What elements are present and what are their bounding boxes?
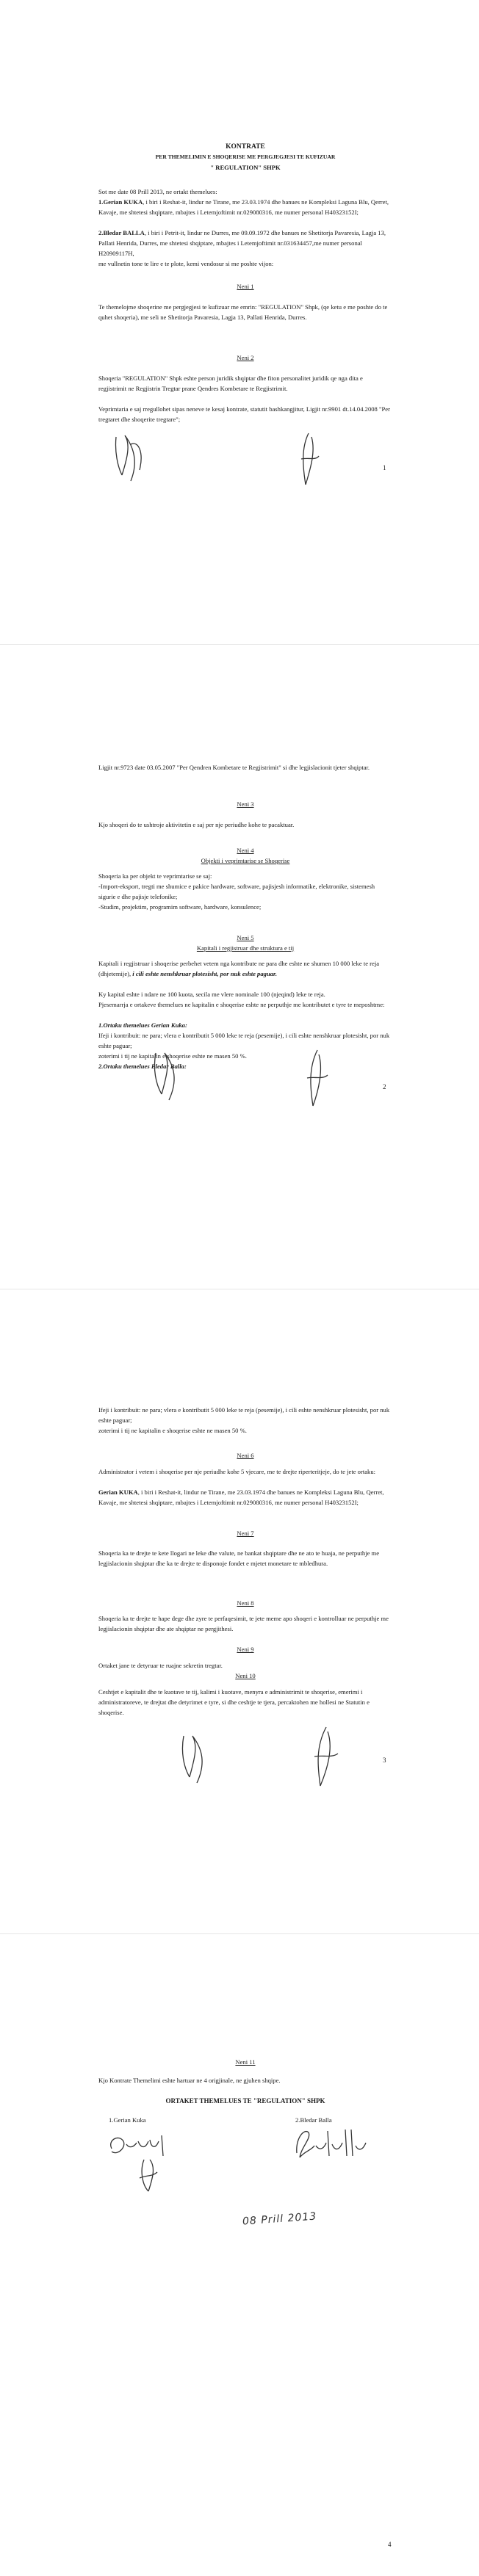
contract-subtitle: PER THEMELIMIN E SHOQERISE ME PERGJEGJESI TE KUFIZUAR bbox=[155, 153, 336, 160]
capital-status-text: i cili eshte nenshkruar plotesisht, por nuk eshte paguar. bbox=[132, 970, 278, 977]
handwritten-date: 08 Prill 2013 bbox=[242, 2210, 317, 2228]
article-3-text: Kjo shoqeri do te ushtroje aktivitetin e saj per nje periudhe kohe te pacaktuar. bbox=[98, 821, 295, 828]
signer-1-name: 1.Gerian Kuka bbox=[109, 2116, 146, 2124]
partner-1-heading: 1.Ortaku themelues Gerian Kuka: bbox=[98, 1021, 187, 1029]
party-2-details: , i biri i Petrit-it, lindur ne Durres, me 09.09.1972 dhe banues ne Shetitorja Pavaresia, Lagja 13, Pallati Henrida, Durres, me shtetesi shqiptare, mbajtes i Letemjoftimit nr.031634457,me numer personal H20909117H, bbox=[98, 229, 386, 257]
page-3-continuation-1: Ifeji i kontribuit: ne para; vlera e kontributit 5 000 leke te reja (pesemije), i cili eshte nenshkruar plotesisht, por nuk eshte paguar; bbox=[98, 1406, 390, 1424]
article-2-text-1: Shoqeria "REGULATION" Shpk eshte person juridik shqiptar dhe fiton personalitet juridik qe nga dita e regjistrimit ne Regjistrin Tregtar prane Qendres Kombetare te Regjistrimit. bbox=[98, 375, 363, 392]
signature-gerian-page-2 bbox=[147, 1047, 191, 1102]
article-10-text: Ceshtjet e kapitalit dhe te kuotave te tij, kalimi i kuotave, menyra e administrimit te shoqerise, emerimi i administratoreve, te drejtat dhe detyrimet e tyre, si dhe ceshtje te tjera, percaktohen me hollesi ne Statutin e shoqerise. bbox=[98, 1688, 370, 1716]
page-number-4: 4 bbox=[388, 2541, 392, 2548]
page-2-continuation: Ligjit nr.9723 date 03.05.2007 "Per Qendren Kombetare te Regjistrimit" si dhe legjislacionit tjeter shqiptar. bbox=[98, 764, 370, 771]
article-8-text: Shoqeria ka te drejte te hape dege dhe zyre te perfaqesimit, te jete meme apo shoqeri e kontrolluar ne perputhje me legjislacionin shqiptar dhe ate shqiptar ne pergjithesi. bbox=[98, 1615, 389, 1632]
signature-bledar-final bbox=[289, 2124, 370, 2168]
party-close: me vullnetin tone te lire e te plote, kemi vendosur si me poshte vijon: bbox=[98, 260, 274, 267]
page-3 bbox=[0, 1289, 479, 1933]
article-4-line-3: -Studim, projektim, programim software, hardware, konsulence; bbox=[98, 903, 262, 911]
signature-bledar-page-2 bbox=[301, 1047, 331, 1110]
admin-name: Gerian KUKA bbox=[98, 1488, 138, 1496]
article-9-text: Ortaket jane te detyruar te ruajne sekretin tregtar. bbox=[98, 1662, 223, 1669]
article-4-subtitle: Objekti i veprimtarise se Shoqerise bbox=[201, 857, 290, 864]
article-5-subtitle: Kapitali i regjistruar dhe struktura e tij bbox=[196, 944, 295, 952]
page-1 bbox=[0, 0, 479, 644]
founders-heading: ORTAKET THEMELUES TE "REGULATION" SHPK bbox=[165, 2097, 325, 2105]
party-1 bbox=[98, 197, 392, 217]
article-2-title: Neni 2 bbox=[237, 354, 254, 361]
article-10-title: Neni 10 bbox=[235, 1672, 256, 1679]
partner-2-heading: 2.Ortaku themelues Bledar Balla: bbox=[98, 1063, 187, 1070]
signature-bledar-page-3 bbox=[309, 1724, 342, 1790]
article-2-text-2: Veprimtaria e saj rregullohet sipas neneve te kesaj kontrate, statutit bashkangjitur, Ligjit nr.9901 dt.14.04.2008 "Per tregtaret dhe shoqerite tregtare"; bbox=[98, 405, 390, 423]
article-5-text-3: Pjesemarrja e ortakeve themelues ne kapitalin e shoqerise eshte ne perputhje me kontributet e tyre te meposhtme: bbox=[98, 1001, 385, 1008]
article-5-text-2: Ky kapital eshte i ndare ne 100 kuota, secila me vlere nominale 100 (njeqind) leke te reja. bbox=[98, 991, 325, 998]
intro-line: Sot me date 08 Prill 2013, ne ortakt themelues: bbox=[98, 188, 217, 195]
article-7-text: Shoqeria ka te drejte te kete llogari ne leke dhe valute, ne bankat shqiptare dhe ne ato te huaja, ne perputhje me legjislacionin shqiptar dhe ka te drejte te disponoje fondet e mjetet monetare te mbledhura. bbox=[98, 1549, 380, 1567]
article-6-text: Administrator i vetem i shoqerise per nje periudhe kohe 5 vjecare, me te drejte riperteritjeje, do te jete ortaku: bbox=[98, 1468, 376, 1475]
article-5-title: Neni 5 bbox=[237, 934, 254, 941]
admin-details: , i biri i Reshat-it, lindur ne Tirane, me 23.03.1974 dhe banues ne Kompleksi Laguna Blu, Qerret, Kavaje, me shtetesi shqiptare, mbajtes i Letemjoftimit nr.029080316, me numer personal H40323152I; bbox=[98, 1488, 384, 1506]
article-5-text-1 bbox=[98, 958, 392, 979]
party-1-name: 1.Gerian KUKA bbox=[98, 198, 143, 206]
page-3-continuation-2: zoterimi i tij ne kapitalin e shoqerise eshte ne masen 50 %. bbox=[98, 1427, 247, 1434]
article-7-title: Neni 7 bbox=[237, 1530, 254, 1537]
contract-title: KONTRATE bbox=[226, 143, 265, 151]
page-4 bbox=[0, 1934, 479, 2576]
partner-1-share: zoterimi i tij ne kapitalin e shoqerise eshte ne masen 50 %. bbox=[98, 1052, 247, 1060]
page-2 bbox=[0, 645, 479, 1289]
article-4-line-2: -Import-eksport, tregti me shumice e pakice hardware, software, pajisjesh informatike, elektronike, sistemesh sigurie e dhe pajisje telefonike; bbox=[98, 883, 375, 900]
page-number-3: 3 bbox=[383, 1756, 386, 1764]
article-1-text: Te themelojme shoqerine me pergjegjesi te kufizuar me emrin: "REGULATION" Shpk, (qe ketu e me poshte do te quhet shoqeria), me seli ne Shetitorja Pavaresia, Lagja 13, Pallati Henrida, Durres. bbox=[98, 303, 388, 321]
signature-bledar-page-1 bbox=[294, 430, 323, 488]
party-2-name: 2.Bledar BALLA bbox=[98, 229, 145, 236]
party-1-details: , i biri i Reshat-it, lindur ne Tirane, me 23.03.1974 dhe banues ne Kompleksi Laguna Blu, Qerret, Kavaje, me shtetesi shqiptare, mbajtes i Letemjoftimit nr.029080316, me numer personal H40323152I; bbox=[98, 198, 389, 216]
company-name: " REGULATION" SHPK bbox=[210, 164, 281, 171]
signature-gerian-final bbox=[104, 2127, 174, 2196]
article-11-title: Neni 11 bbox=[235, 2058, 256, 2066]
signer-2-name: 2.Bledar Balla bbox=[295, 2116, 332, 2124]
article-8-title: Neni 8 bbox=[237, 1599, 254, 1607]
partner-1-contribution: Ifeji i kontribuit: ne para; vlera e kontributit 5 000 leke te reja (pesemije), i cili eshte nenshkruar plotesisht, por nuk eshte paguar; bbox=[98, 1032, 390, 1049]
party-2 bbox=[98, 228, 392, 258]
article-3-title: Neni 3 bbox=[237, 800, 254, 808]
article-4-line-1: Shoqeria ka per objekt te veprimtarise se saj: bbox=[98, 872, 212, 880]
signature-gerian-page-3 bbox=[176, 1730, 217, 1785]
signature-gerian-page-1 bbox=[109, 430, 153, 485]
article-4-title: Neni 4 bbox=[237, 847, 254, 854]
article-6-title: Neni 6 bbox=[237, 1452, 254, 1459]
page-number-2: 2 bbox=[383, 1083, 386, 1090]
article-1-title: Neni 1 bbox=[237, 283, 254, 290]
article-9-title: Neni 9 bbox=[237, 1646, 254, 1653]
article-6-admin bbox=[98, 1487, 392, 1508]
page-number-1: 1 bbox=[383, 464, 386, 471]
article-11-text: Kjo Kontrate Themelimi eshte hartuar ne 4 origjinale, ne gjuhen shqipe. bbox=[98, 2077, 281, 2084]
capital-amount-text: Kapitali i regjistruar i shoqerise perbehet vetem nga kontribute ne para dhe eshte ne shumen 10 000 leke te reja (dhjetemije), bbox=[98, 960, 380, 977]
